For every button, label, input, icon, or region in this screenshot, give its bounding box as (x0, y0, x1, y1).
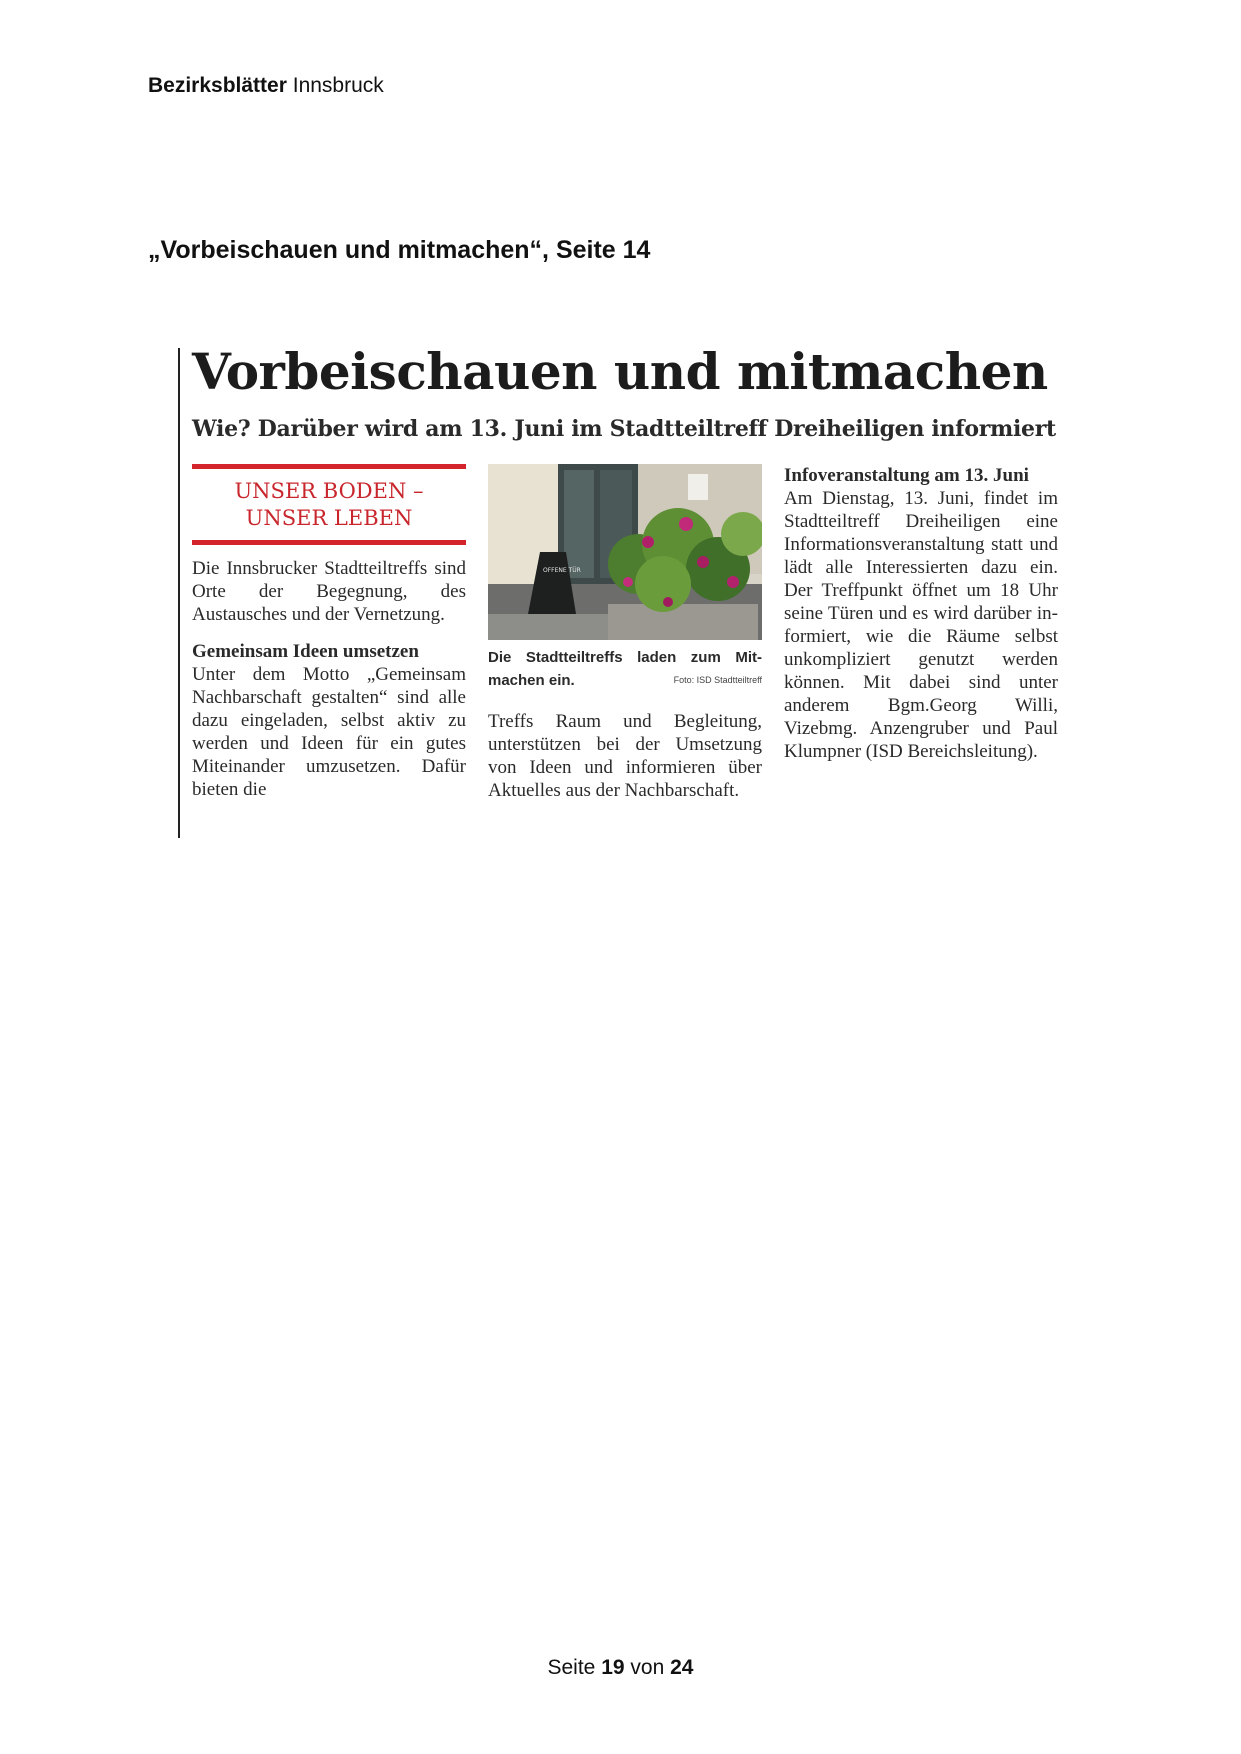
article-column-2 (488, 464, 762, 802)
clipping-left-rule (178, 348, 180, 838)
article-subheadline: Wie? Darüber wird am 13. Juni im Stadtteiltreff Dreiheiligen informiert (192, 416, 1056, 442)
storefront-photo (488, 464, 762, 640)
footer-current-page: 19 (601, 1656, 625, 1679)
subheading-ideas: Gemeinsam Ideen umsetzen (192, 641, 419, 662)
article-column-1 (192, 464, 466, 801)
photo-credit: Foto: ISD Stadtteiltreff (673, 675, 762, 685)
kicker-line-1: UNSER BODEN – (234, 479, 424, 503)
footer-prefix: Seite (547, 1656, 596, 1679)
region-name: Innsbruck (292, 74, 384, 97)
intro-paragraph: Die Innsbrucker Stadtteiltreffs sind Orte der Begegnung, des Austausches und der Vernetzung. (192, 558, 466, 625)
footer-middle: von (630, 1656, 665, 1679)
footer-total-pages: 24 (670, 1656, 694, 1679)
article-column-3 (784, 464, 1058, 763)
paragraph-motto: Unter dem Motto „Gemeinsam Nachbarschaft gestalten“ sind alle dazu eingeladen, selbst aktiv zu werden und Ideen für ein gutes Miteinander umzusetzen. Dafür bieten die (192, 664, 466, 800)
page-footer (0, 1656, 1241, 1680)
newspaper-clipping (178, 342, 1058, 838)
article-headline: Vorbeischauen und mitmachen (192, 342, 1048, 401)
kicker-box (192, 464, 466, 545)
brand-name: Bezirksblätter (148, 74, 287, 97)
page-header (148, 74, 384, 98)
kicker-line-2: UNSER LEBEN (245, 506, 413, 530)
section-title: „Vorbeischauen und mitmachen“, Seite 14 (148, 236, 651, 264)
photo-caption-box (488, 646, 762, 702)
photo-caption: Die Stadtteiltreffs laden zum Mitmachen ein. (488, 649, 762, 689)
photo-image-icon (488, 464, 762, 640)
paragraph-treffs: Treffs Raum und Begleitung, unterstützen bei der Umsetzung von Ideen und informieren über Aktuelles aus der Nachbarschaft. (488, 711, 762, 801)
paragraph-info-event: Am Dienstag, 13. Juni, findet im Stadtteiltreff Dreiheiligen eine Informationsveranstaltung statt und lädt alle Interessierten dazu ein. Der Treffpunkt öffnet um 18 Uhr seine Türen und es wird darüber informiert, wie die Räume selbst unkompliziert genutzt werden können. Mit dabei sind unter anderem Bgm.Georg Willi, Vizebmg. Anzengruber und Paul Klumpner (ISD Bereichsleitung). (784, 488, 1058, 762)
sign-text: OFFENE TÜR (543, 567, 581, 574)
subheading-info-event: Infoveranstaltung am 13. Juni (784, 465, 1029, 486)
